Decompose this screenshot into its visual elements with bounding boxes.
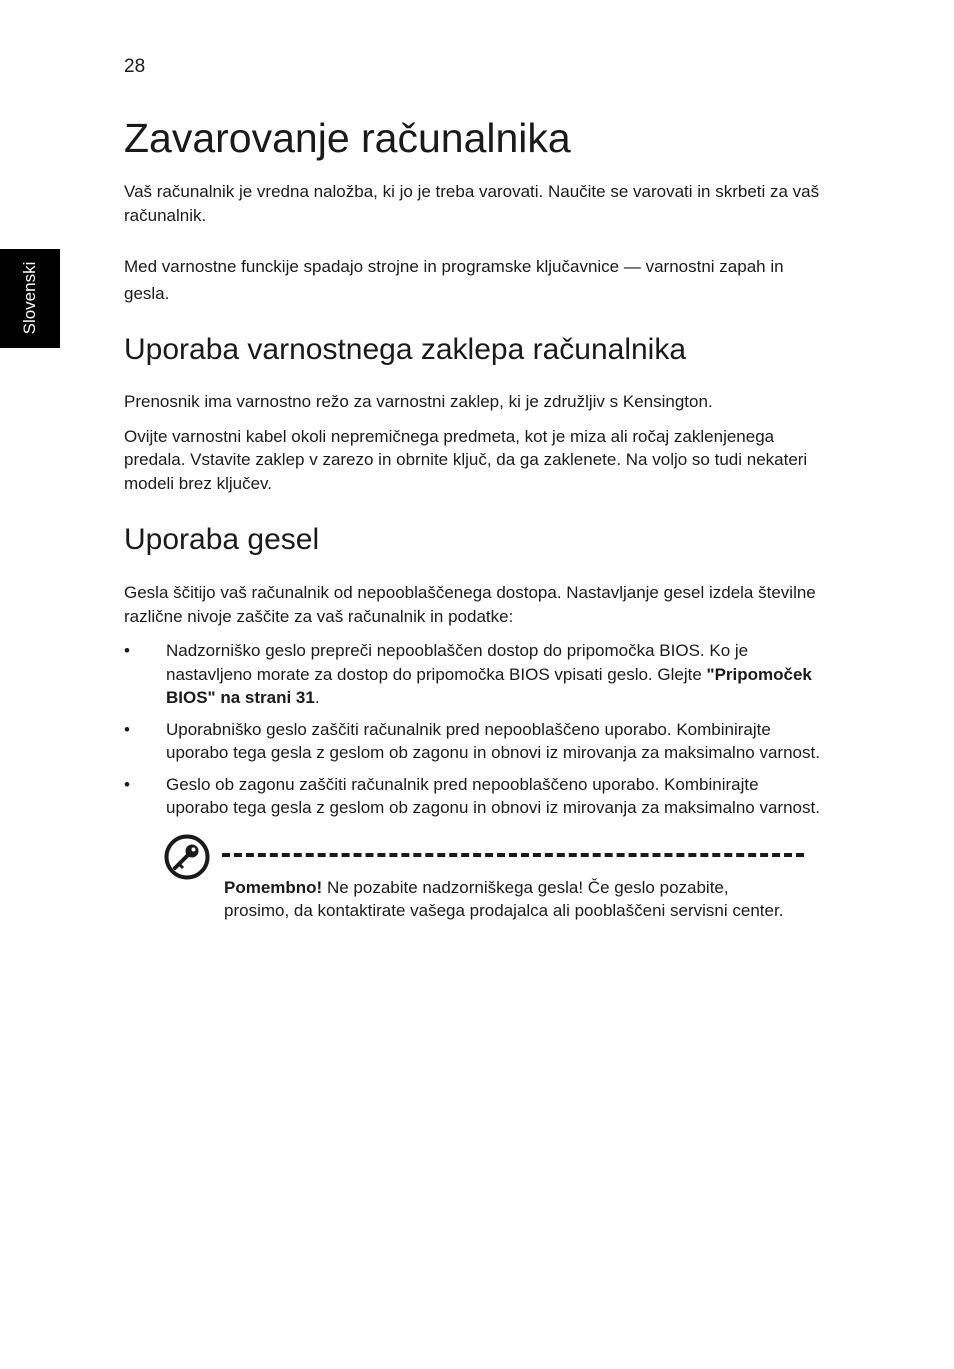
page-title: Zavarovanje računalnika (124, 115, 571, 161)
key-icon (164, 834, 210, 880)
list-item-text: Uporabniško geslo zaščiti računalnik pred nepooblaščeno uporabo. Kombinirajte uporabo tega gesla z geslom ob zagonu in obnovi iz mirovanja za maksimalno varnost. (166, 719, 820, 762)
list-item (124, 773, 824, 820)
note-body: Ne pozabite nadzorniškega gesla! Če geslo pozabite, prosimo, da kontaktirate vašega prodajalca ali pooblaščeni servisni center. (224, 877, 784, 920)
important-note (124, 834, 824, 954)
note-label: Pomembno! (224, 877, 323, 897)
list-item-text: Nadzorniško geslo prepreči nepooblaščen dostop do pripomočka BIOS. Ko je nastavljeno morate za dostop do pripomočka BIOS vpisati geslo. Glejte (166, 641, 749, 684)
section-lock-heading: Uporaba varnostnega zaklepa računalnika (124, 333, 687, 366)
page-content (124, 112, 824, 954)
lock-paragraph-2: Ovijte varnostni kabel okoli nepremičnega predmeta, kot je miza ali ročaj zaklenjenega predala. Vstavite zaklep v zarezo in obrnite ključ, da ga zaklenete. Na voljo so tudi nekateri modeli brez ključev. (124, 426, 808, 493)
note-divider (222, 853, 804, 857)
bios-reference-link[interactable]: "Pripomoček BIOS" na strani 31 (166, 664, 812, 707)
lock-paragraph-1: Prenosnik ima varnostno režo za varnostni zaklep, ki je združljiv s Kensington. (124, 392, 713, 411)
password-list (124, 639, 824, 820)
note-text (224, 876, 784, 923)
section-passwords-heading: Uporaba gesel (124, 523, 320, 556)
list-item (124, 639, 824, 710)
features-paragraph: Med varnostne funckije spadajo strojne in programske ključavnice — varnostni zapah in gesla. (124, 257, 784, 303)
language-tab-label: Slovenski (20, 261, 39, 335)
bullet: • (124, 774, 130, 794)
page-number: 28 (124, 56, 146, 77)
bullet: • (124, 719, 130, 739)
language-tab (0, 249, 60, 348)
bullet: • (124, 641, 130, 660)
intro-paragraph: Vaš računalnik je vredna naložba, ki jo je treba varovati. Naučite se varovati in skrbeti za vaš računalnik. (124, 182, 820, 225)
list-item-text: Geslo ob zagonu zaščiti računalnik pred nepooblaščeno uporabo. Kombinirajte uporabo tega gesla z geslom ob zagonu in obnovi iz mirovanja za maksimalno varnost. (166, 774, 820, 817)
passwords-intro: Gesla ščitijo vaš računalnik od nepooblaščenega dostopa. Nastavljanje gesel izdela številne različne nivoje zaščite za vaš računalnik in podatke: (124, 583, 816, 626)
list-item (124, 718, 824, 765)
list-item-end: . (314, 688, 320, 707)
